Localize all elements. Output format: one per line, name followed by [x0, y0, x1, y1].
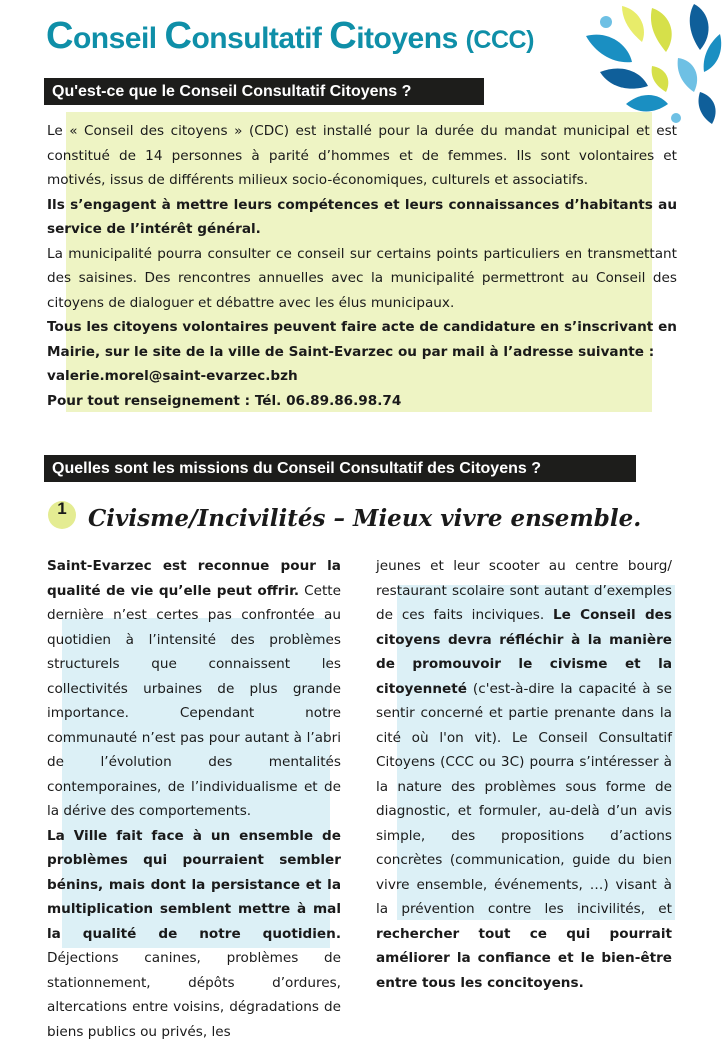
page-title — [46, 14, 534, 62]
column-1-text — [47, 554, 341, 1044]
column-2-text — [376, 554, 672, 995]
contact-email: valerie.morel@saint-evarzec.bzh — [47, 364, 677, 389]
intro-paragraph-1: Le « Conseil des citoyens » (CDC) est installé pour la durée du mandat municipal et est constitué de 14 personnes à parité d’hommes et de femmes. Ils sont volontaires et motivés, issus de différents milieux socio-économiques, culturels et associatifs. — [47, 119, 677, 193]
column-1-paragraph-2: La Ville fait face à un ensemble de problèmes qui pourraient sembler bénins, mais dont la persistance et la multiplication semblent mettre à mal la qualité de notre quotidien. Déjections canines, problèmes de stationnement, dépôts d’ordures, altercations entre voisins, dégradations de biens publics ou privés, les — [47, 824, 341, 1044]
column-2-paragraph: jeunes et leur scooter au centre bourg/ restaurant scolaire sont autant d’exemples de ces faits inciviques. Le Conseil des citoyens devra réfléchir à la manière de promouvoir le civisme et la citoyenneté (c'est-à-dire la capacité à se sentir concerné et partie prenante dans la cité où l'on vit). Le Conseil Consultatif Citoyens (CCC ou 3C) pourra s’intéresser à la nature des problèmes sous forme de diagnostic, et formuler, au-delà d’un avis simple, des propositions d’actions concrètes (communication, guide du bien vivre ensemble, événements, …) visant à la prévention contre les incivilités, et rechercher tout ce qui pourrait améliorer la confiance et le bien-être entre tous les concitoyens. — [376, 554, 672, 995]
item-number-badge: 1 — [48, 501, 76, 529]
intro-paragraph-2-bold: Ils s’engagent à mettre leurs compétences et leurs connaissances d’habitants au service de l’intérêt général. — [47, 193, 677, 242]
title-word-1: onseil — [73, 22, 165, 55]
title-initial-c2: C — [164, 15, 191, 57]
title-initial-c3: C — [329, 15, 356, 57]
intro-paragraph-4-bold: Tous les citoyens volontaires peuvent faire acte de candidature en s’inscrivant en Mairie, sur le site de la ville de Saint-Evarzec ou par mail à l’adresse suivante : — [47, 315, 677, 364]
section-heading-missions: Quelles sont les missions du Conseil Consultatif des Citoyens ? — [44, 455, 636, 482]
section-heading-what-is: Qu'est-ce que le Conseil Consultatif Citoyens ? — [44, 78, 484, 105]
title-abbreviation: (CCC) — [466, 26, 534, 54]
splash-drops-logo-icon — [582, 0, 724, 128]
intro-text-block — [47, 119, 677, 413]
title-word-3: itoyens — [356, 22, 465, 55]
item-title: Civisme/Incivilités – Mieux vivre ensemble. — [88, 502, 641, 536]
column-1-paragraph-1: Saint-Evarzec est reconnue pour la qualité de vie qu’elle peut offrir. Cette dernière n’est certes pas confrontée au quotidien à l’intensité des problèmes structurels que connaissent les collectivités urbaines de plus grande importance. Cependant notre communauté n’est pas pour autant à l’abri de l’évolution des mentalités contemporaines, de l’individualisme et de la dérive des comportements. — [47, 554, 341, 824]
intro-paragraph-3: La municipalité pourra consulter ce conseil sur certains points particuliers en transmettant des saisines. Des rencontres annuelles avec la municipalité permettront au Conseil des citoyens de dialoguer et débattre avec les élus municipaux. — [47, 242, 677, 316]
title-word-2: onsultatif — [191, 22, 329, 55]
title-initial-c1: C — [46, 15, 73, 57]
contact-phone: Pour tout renseignement : Tél. 06.89.86.98.74 — [47, 389, 677, 414]
